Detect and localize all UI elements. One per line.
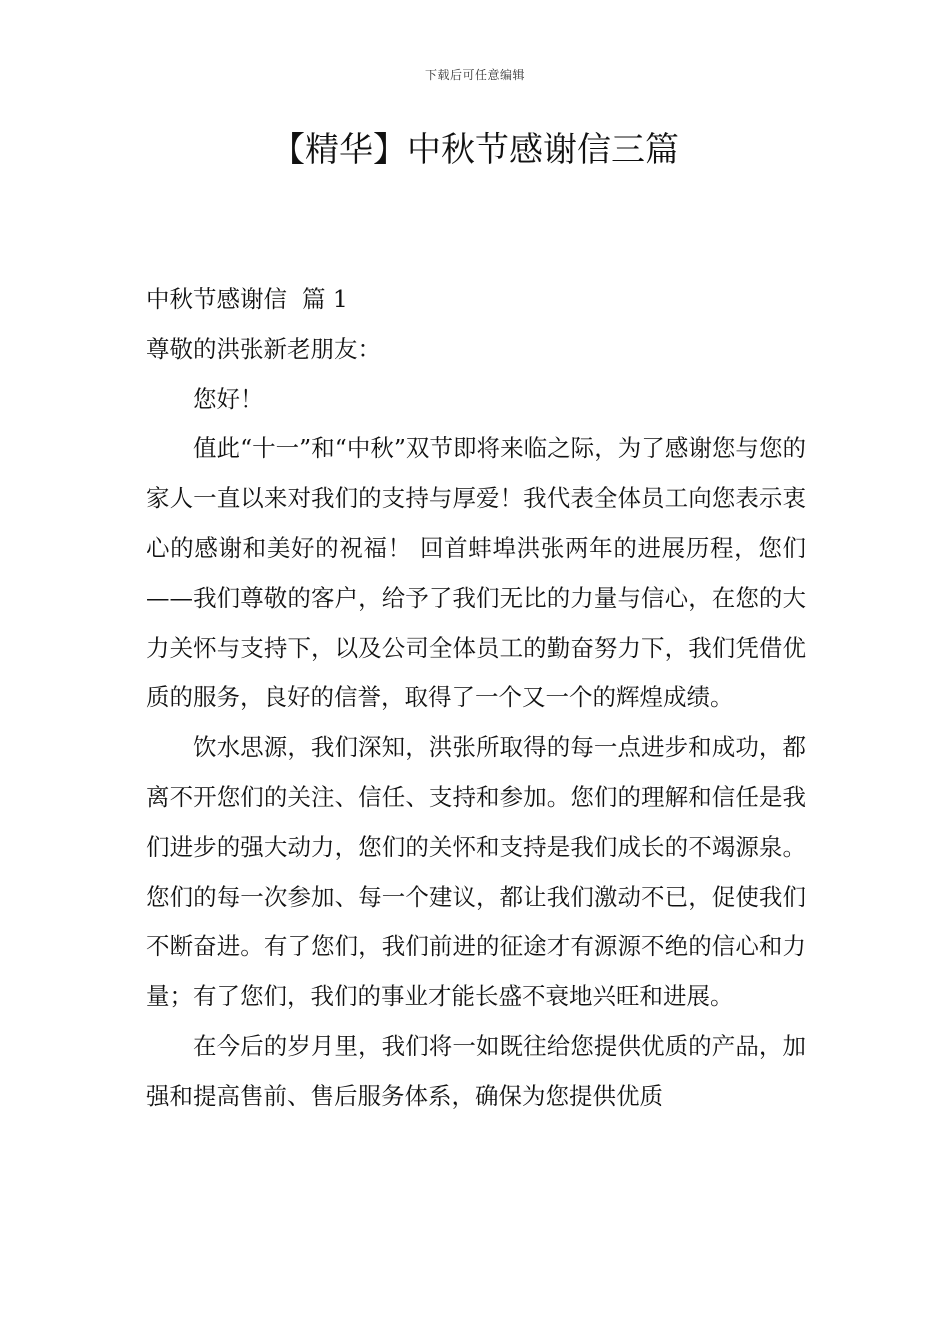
document-body: [146, 275, 806, 1122]
document-title: 【精华】中秋节感谢信三篇: [271, 130, 679, 170]
paragraph-3: 在今后的岁月里，我们将一如既往给您提供优质的产品，加强和提高售前、售后服务体系，确保为您提供优质: [146, 1031, 806, 1110]
header-note: 下载后可任意编辑: [424, 68, 525, 82]
section-heading: 中秋节感谢信 篇 1: [146, 285, 348, 313]
paragraph-1: 值此“十一”和“中秋”双节即将来临之际，为了感谢您与您的家人一直以来对我们的支持与厚爱！我代表全体员工向您表示衷心的感谢和美好的祝福！ 回首蚌埠洪张两年的进展历程，您们——我们尊敬的客户，给予了我们无比的力量与信心，在您的大力关怀与支持下，以及公司全体员工的勤奋努力下，我们凭借优质的服务，良好的信誉，取得了一个又一个的辉煌成绩。: [146, 434, 806, 712]
salutation: 尊敬的洪张新老朋友：: [146, 334, 381, 363]
greeting: 您好！: [193, 384, 264, 413]
paragraph-2: 饮水思源，我们深知，洪张所取得的每一点进步和成功，都离不开您们的关注、信任、支持和参加。您们的理解和信任是我们进步的强大动力，您们的关怀和支持是我们成长的不竭源泉。您们的每一次参加、每一个建议，都让我们激动不已，促使我们不断奋进。有了您们，我们前进的征途才有源源不绝的信心和力量；有了您们，我们的事业才能长盛不衰地兴旺和进展。: [146, 733, 806, 1011]
